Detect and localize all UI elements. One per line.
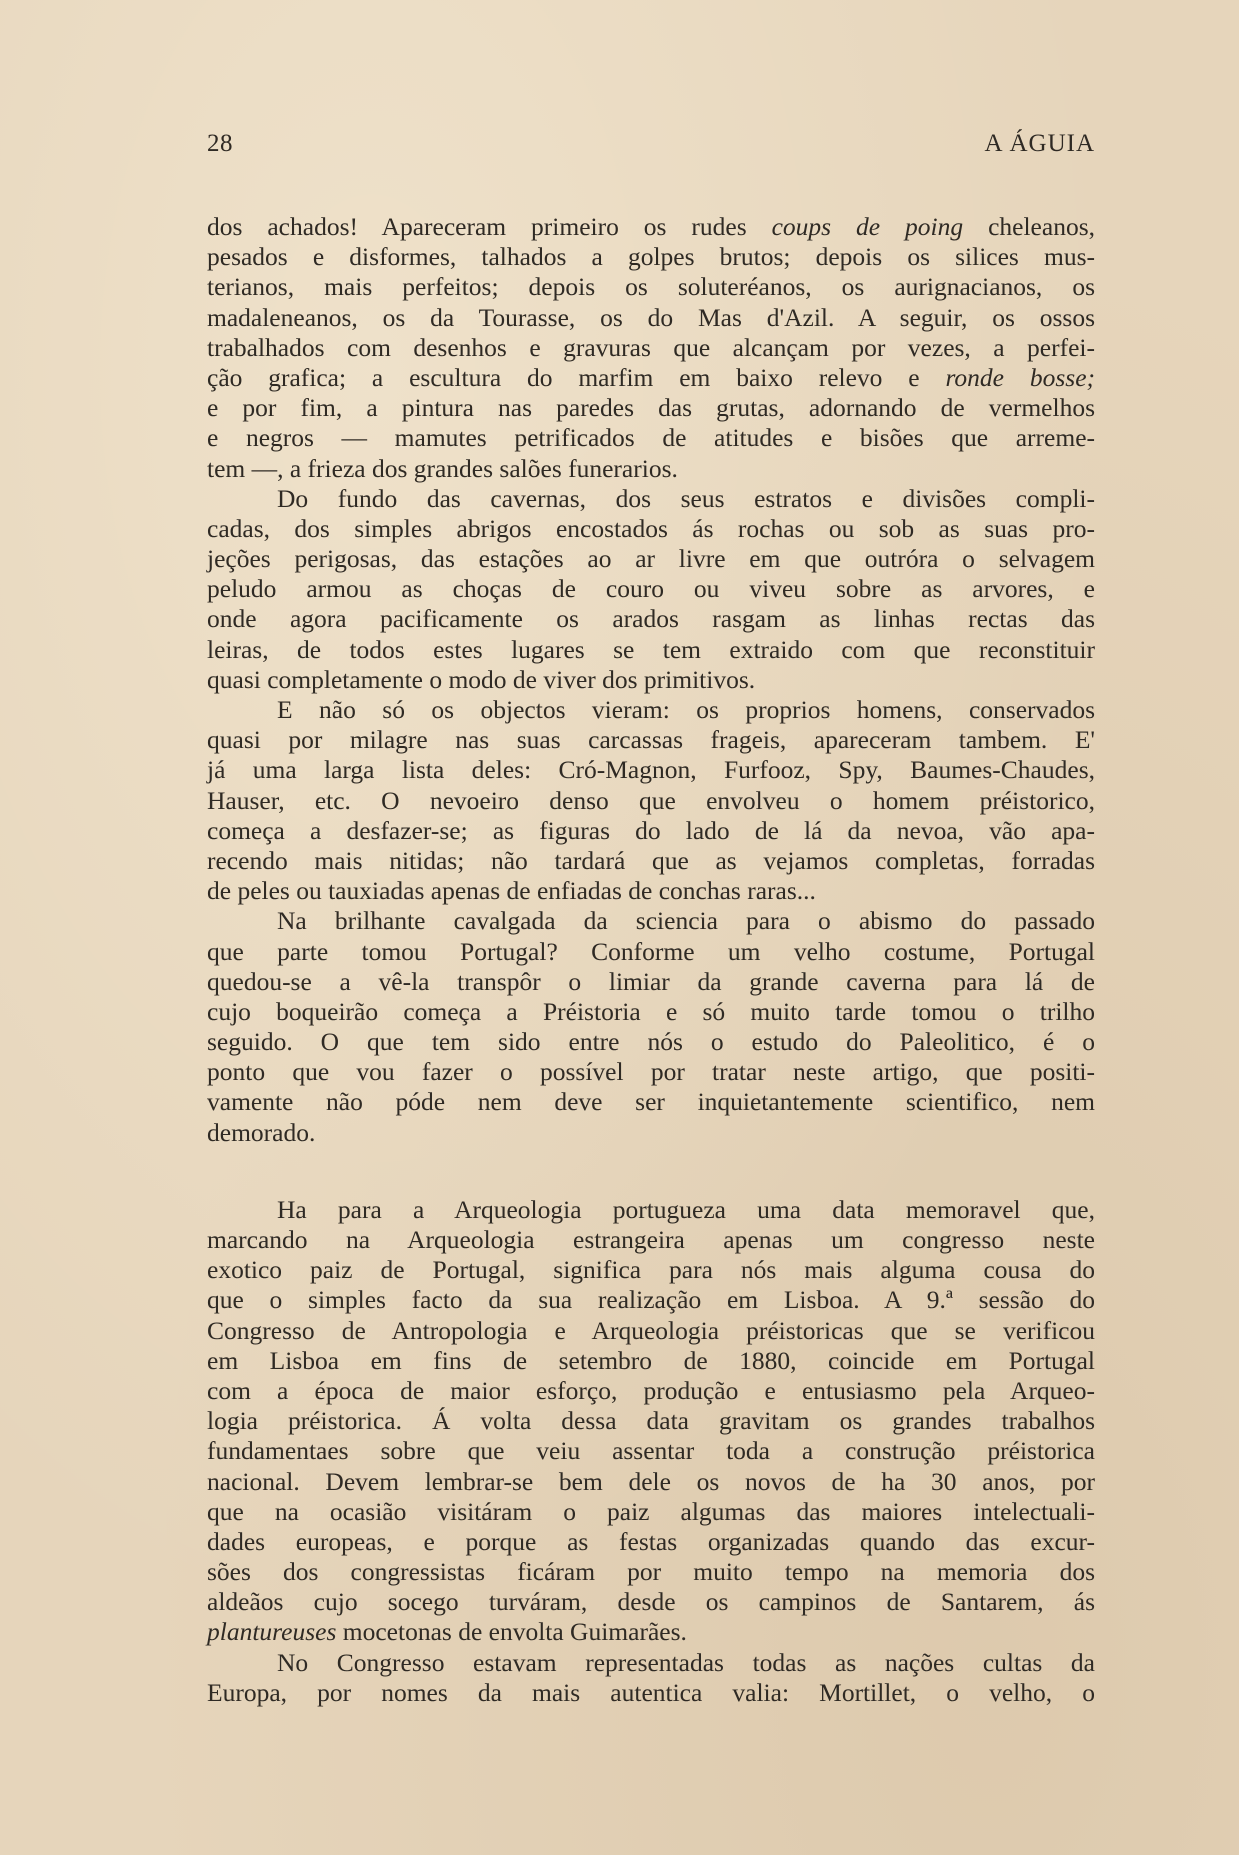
text-line	[207, 635, 1095, 665]
text-line	[207, 363, 1095, 393]
text-run: ção grafica; a escultura do marfim em baixo relevo e	[207, 362, 946, 392]
text-run: E não só os objectos vieram: os proprios homens, conservados	[277, 695, 1095, 724]
text-line	[207, 937, 1095, 967]
text-line	[207, 786, 1095, 816]
text-line	[207, 1087, 1095, 1117]
paragraph	[207, 695, 1095, 906]
text-line	[207, 272, 1095, 302]
text-run: tem —, a frieza dos grandes salões funerarios.	[207, 453, 678, 483]
text-run: logia préistorica. Á volta dessa data gravitam os grandes trabalhos	[207, 1406, 1095, 1436]
text-run: Hauser, etc. O nevoeiro denso que envolveu o homem préistorico,	[207, 785, 1095, 815]
text-line	[207, 906, 1095, 936]
paragraph	[207, 1648, 1095, 1708]
section-gap	[207, 1148, 1095, 1195]
text-line	[207, 574, 1095, 604]
text-line	[207, 1195, 1095, 1225]
text-run: Ha para a Arqueologia portugueza uma data memoravel que,	[277, 1194, 1095, 1224]
text-line	[207, 1225, 1095, 1255]
text-line	[207, 423, 1095, 453]
text-line	[207, 484, 1095, 514]
text-run: pesados e disformes, talhados a golpes brutos; depois os silices mus-	[207, 242, 1095, 272]
text-run: cadas, dos simples abrigos encostados ás rochas ou sob as suas pro-	[207, 513, 1095, 543]
text-line	[207, 755, 1095, 785]
text-run: recendo mais nitidas; não tardará que as vejamos completas, forradas	[207, 845, 1095, 875]
text-run: que parte tomou Portugal? Conforme um velho costume, Portugal	[207, 936, 1095, 966]
text-line	[207, 816, 1095, 846]
text-line	[207, 1467, 1095, 1497]
text-line	[207, 1557, 1095, 1587]
text-run: trabalhados com desenhos e gravuras que alcançam por vezes, a perfei-	[207, 332, 1095, 362]
text-run: dos achados! Apareceram primeiro os rudes	[207, 212, 772, 241]
text-line	[207, 725, 1095, 755]
text-run: quedou-se a vê-la transpôr o limiar da grande caverna para lá de	[207, 966, 1095, 996]
text-line	[207, 1497, 1095, 1527]
text-run: terianos, mais perfeitos; depois os soluteréanos, os aurignacianos, os	[207, 272, 1095, 302]
text-line	[207, 1285, 1095, 1315]
text-run: que o simples facto da sua realização em Lisboa. A 9.ª sessão do	[207, 1285, 1095, 1315]
text-run: madaleneanos, os da Tourasse, os do Mas d'Azil. A seguir, os ossos	[207, 302, 1095, 332]
text-line	[207, 1648, 1095, 1678]
text-run: No Congresso estavam representadas todas as nações cultas da	[277, 1647, 1095, 1677]
text-run: cheleanos,	[963, 212, 1095, 241]
text-line	[207, 1678, 1095, 1708]
text-run: vamente não póde nem deve ser inquietantemente scientifico, nem	[207, 1087, 1095, 1117]
text-run: onde agora pacificamente os arados rasgam as linhas rectas das	[207, 604, 1095, 634]
text-line	[207, 393, 1095, 423]
text-line	[207, 604, 1095, 634]
text-run: cujo boqueirão começa a Préistoria e só muito tarde tomou o trilho	[207, 996, 1095, 1026]
text-run: demorado.	[207, 1117, 316, 1147]
text-run: leiras, de todos estes lugares se tem extraido com que reconstituir	[207, 634, 1095, 664]
italic-phrase: ronde bosse;	[945, 362, 1096, 392]
text-run: exotico paiz de Portugal, significa para nós mais alguma cousa do	[207, 1255, 1095, 1285]
text-run: quasi completamente o modo de viver dos primitivos.	[207, 664, 756, 694]
page-header	[207, 130, 1095, 166]
text-line	[207, 1587, 1095, 1617]
text-line	[207, 846, 1095, 876]
text-line	[207, 1406, 1095, 1436]
text-run: e negros — mamutes petrificados de atitudes e bisões que arreme-	[207, 423, 1095, 453]
text-run: dades europeas, e porque as festas organizadas quando das excur-	[207, 1526, 1095, 1556]
text-line	[207, 454, 1095, 484]
italic-phrase: coups de poing	[771, 212, 964, 241]
text-line	[207, 665, 1095, 695]
text-run: sões dos congressistas ficáram por muito tempo na memoria dos	[207, 1557, 1095, 1587]
text-line	[207, 876, 1095, 906]
text-run: Congresso de Antropologia e Arqueologia préistoricas que se verificou	[207, 1315, 1095, 1345]
text-line	[207, 997, 1095, 1027]
paragraph	[207, 906, 1095, 1148]
page-number: 28	[207, 130, 233, 157]
text-line	[207, 1376, 1095, 1406]
text-line	[207, 1255, 1095, 1285]
running-head: A ÁGUIA	[984, 130, 1095, 157]
text-line	[207, 695, 1095, 725]
paragraph	[207, 484, 1095, 695]
text-run: Do fundo das cavernas, dos seus estratos e divisões compli-	[277, 483, 1095, 513]
text-run: começa a desfazer-se; as figuras do lado de lá da nevoa, vão apa-	[207, 815, 1095, 845]
text-line	[207, 242, 1095, 272]
text-run: com a época de maior esforço, produção e entusiasmo pela Arqueo-	[207, 1375, 1095, 1405]
text-run: aldeãos cujo socego turváram, desde os campinos de Santarem, ás	[207, 1587, 1095, 1617]
italic-phrase: plantureuses	[207, 1617, 337, 1647]
text-run: seguido. O que tem sido entre nós o estudo do Paleolitico, é o	[207, 1027, 1095, 1057]
text-run: quasi por milagre nas suas carcassas frageis, apareceram tambem. E'	[207, 725, 1095, 755]
text-line	[207, 514, 1095, 544]
text-run: e por fim, a pintura nas paredes das grutas, adornando de vermelhos	[207, 393, 1095, 423]
text-run: já uma larga lista deles: Cró-Magnon, Furfooz, Spy, Baumes-Chaudes,	[207, 755, 1095, 785]
text-line	[207, 1527, 1095, 1557]
text-line	[207, 1436, 1095, 1466]
text-run: Na brilhante cavalgada da sciencia para o abismo do passado	[277, 906, 1095, 936]
text-line	[207, 1027, 1095, 1057]
text-run: que na ocasião visitáram o paiz algumas das maiores intelectuali-	[207, 1496, 1095, 1526]
text-run: de peles ou tauxiadas apenas de enfiadas de conchas raras...	[207, 876, 816, 906]
paragraph	[207, 1195, 1095, 1648]
text-run: jeções perigosas, das estações ao ar livre em que outróra o selvagem	[207, 544, 1095, 574]
text-run: nacional. Devem lembrar-se bem dele os novos de ha 30 anos, por	[207, 1466, 1095, 1496]
text-line	[207, 333, 1095, 363]
text-run: fundamentaes sobre que veiu assentar toda a construção préistorica	[207, 1436, 1095, 1466]
text-line	[207, 1617, 1095, 1647]
text-run: Europa, por nomes da mais autentica valia: Mortillet, o velho, o	[207, 1677, 1095, 1707]
paragraph	[207, 212, 1095, 484]
text-line	[207, 1118, 1095, 1148]
text-line	[207, 967, 1095, 997]
text-run: peludo armou as choças de couro ou viveu sobre as arvores, e	[207, 574, 1095, 604]
text-line	[207, 1057, 1095, 1087]
text-run: ponto que vou fazer o possível por tratar neste artigo, que positi-	[207, 1057, 1095, 1087]
article-body	[207, 212, 1095, 1708]
text-run: em Lisboa em fins de setembro de 1880, coincide em Portugal	[207, 1345, 1095, 1375]
text-run: marcando na Arqueologia estrangeira apenas um congresso neste	[207, 1225, 1095, 1254]
text-line	[207, 212, 1095, 242]
text-line	[207, 544, 1095, 574]
text-line	[207, 303, 1095, 333]
text-run: mocetonas de envolta Guimarães.	[336, 1617, 687, 1647]
text-line	[207, 1346, 1095, 1376]
text-line	[207, 1316, 1095, 1346]
